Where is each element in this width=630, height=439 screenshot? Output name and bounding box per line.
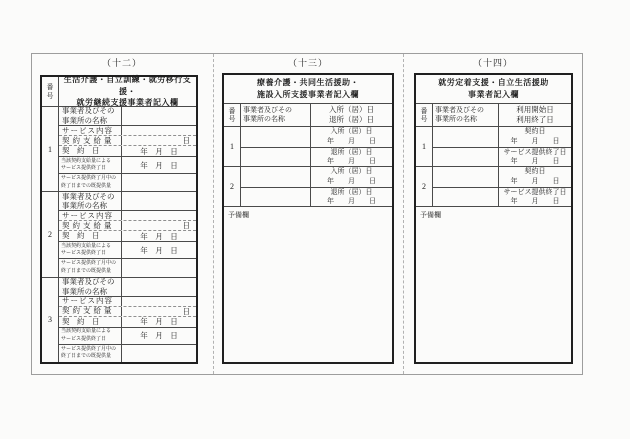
provided-amount-field [122, 259, 196, 276]
provided-amount-row [59, 259, 196, 276]
business-name-field [433, 188, 499, 208]
contract-amount-field [122, 307, 196, 316]
service-end-date-row [59, 157, 196, 174]
reserve-area [224, 207, 392, 362]
entry-number: 1 [42, 107, 59, 191]
contract-amount-label: 契約支給量 [59, 136, 122, 145]
entry-number: 2 [416, 167, 433, 206]
page-number-12: （十二） [101, 58, 142, 68]
provided-amount-label: サービス提供終了月中の 終了日までの既提供量 [59, 174, 122, 191]
business-name-field [122, 278, 196, 296]
contract-amount-label: 契約支給量 [59, 307, 122, 316]
service-content-field [122, 297, 196, 306]
number-header-char1: 番 [46, 83, 54, 92]
contract-date-row [433, 167, 571, 188]
reserve-label: 予備欄 [420, 211, 441, 219]
admission-row [241, 167, 392, 188]
date-column-header [499, 104, 571, 126]
service-end-date-cell: サービス提供終了日 年 月 日 [503, 147, 567, 166]
admission-date-cell: 入所（居）日 年 月 日 [327, 167, 376, 185]
entry-number: 1 [224, 127, 241, 166]
date-column-header [311, 104, 392, 126]
entry-rows [433, 127, 571, 166]
number-column-header [42, 77, 59, 106]
admission-row [241, 127, 392, 148]
service-end-date-field: 年 月 日 [140, 245, 178, 255]
provided-amount-row [59, 345, 196, 362]
business-name-row [59, 192, 196, 211]
panel-14-title-line1: 就労定着支援・自立生活援助 [438, 78, 549, 88]
contract-date-field: 年 月 日 [140, 146, 178, 156]
panel-14-table-title [416, 75, 571, 104]
discharge-row [241, 188, 392, 208]
business-name-row [59, 278, 196, 297]
business-name-label: 事業者及びその 事業所の名称 [59, 192, 122, 210]
business-name-field [122, 192, 196, 210]
business-name-field [241, 188, 311, 208]
service-end-date-field: 年 月 日 [140, 160, 178, 170]
contract-date-field: 年 月 日 [140, 317, 178, 327]
day-unit: 日 [182, 221, 190, 231]
panel-12-entry-block-1 [42, 107, 196, 192]
entry-rows [59, 107, 196, 191]
contract-amount-label: 契約支給量 [59, 221, 122, 230]
panel-14-entry-block-1 [416, 127, 571, 167]
panel-14-column-header-row [416, 104, 571, 127]
service-end-date-row [59, 328, 196, 345]
contract-date-row [59, 146, 196, 157]
panel-13-title-line2: 施設入所支援事業者記入欄 [257, 90, 359, 99]
panel-13-column-header-row [224, 104, 392, 127]
service-content-row [59, 126, 196, 136]
panel-13-entry-block-1 [224, 127, 392, 167]
entry-rows [241, 167, 392, 206]
service-end-row [433, 148, 571, 168]
panel-12-header-row [42, 77, 196, 107]
discharge-row [241, 148, 392, 168]
entry-rows [59, 278, 196, 362]
number-header-char2: 号 [46, 91, 54, 100]
service-end-date-label: 当該契約支給量による サービス提供終了日 [59, 328, 122, 344]
contract-amount-row [59, 307, 196, 317]
panel-13-entry-block-2 [224, 167, 392, 207]
business-name-field [241, 127, 311, 147]
entry-rows [433, 167, 571, 206]
contract-amount-field [122, 136, 196, 145]
reserve-label: 予備欄 [228, 211, 249, 219]
entry-rows [241, 127, 392, 166]
panel-12-title-line2: 就労継続支援事業者記入欄 [76, 98, 179, 108]
business-name-column-header: 事業者及びその 事業所の名称 [241, 104, 311, 126]
contract-amount-row [59, 136, 196, 146]
entry-rows [59, 192, 196, 276]
service-end-row [433, 188, 571, 208]
entry-number: 2 [224, 167, 241, 206]
entry-number: 3 [42, 278, 59, 362]
service-end-date-row [59, 242, 196, 259]
service-content-field [122, 211, 196, 220]
business-name-field [433, 148, 499, 168]
panel-13-table [222, 73, 394, 364]
business-name-field [433, 127, 499, 147]
service-end-date-label: 当該契約支給量による サービス提供終了日 [59, 242, 122, 258]
panel-12-table [40, 75, 198, 364]
discharge-date-cell: 退所（居）日 年 月 日 [327, 187, 376, 206]
contract-date-cell: 契約日 年 月 日 [510, 167, 560, 185]
service-content-label: サービス内容 [59, 211, 122, 220]
use-end-date-header: 利用終了日 [516, 115, 554, 124]
page-number-14: （十四） [472, 58, 513, 68]
contract-date-label: 契 約 日 [59, 146, 122, 156]
use-start-date-header: 利用開始日 [516, 104, 554, 114]
panel-12-title-line1: 生活介護・自立訓練・就労移行支援・ [63, 75, 192, 96]
business-name-field [433, 167, 499, 187]
business-name-row [59, 107, 196, 126]
service-end-date-label: 当該契約支給量による サービス提供終了日 [59, 157, 122, 173]
fold-line-right [403, 54, 404, 374]
contract-date-field: 年 月 日 [140, 231, 178, 241]
day-unit: 日 [182, 136, 190, 145]
panel-12-entry-block-3 [42, 278, 196, 362]
panel-13-title-line1: 療養介護・共同生活援助・ [257, 78, 359, 88]
panel-14-entry-block-2 [416, 167, 571, 207]
entry-number: 2 [42, 192, 59, 276]
business-name-field [241, 148, 311, 168]
reserve-area [416, 207, 571, 362]
service-content-row [59, 211, 196, 221]
service-end-date-cell: サービス提供終了日 年 月 日 [503, 187, 567, 206]
provided-amount-row [59, 174, 196, 191]
provided-amount-field [122, 345, 196, 362]
discharge-date-cell: 退所（居）日 年 月 日 [327, 147, 376, 166]
contract-date-row [59, 317, 196, 328]
provided-amount-label: サービス提供終了月中の 終了日までの既提供量 [59, 259, 122, 276]
entry-number: 1 [416, 127, 433, 166]
business-name-label: 事業者及びその 事業所の名称 [59, 107, 122, 125]
service-content-field [122, 126, 196, 135]
contract-date-row [433, 127, 571, 148]
service-content-label: サービス内容 [59, 126, 122, 135]
panel-14-title-line2: 事業者記入欄 [468, 90, 519, 99]
contract-amount-row [59, 221, 196, 231]
provided-amount-label: サービス提供終了月中の 終了日までの既提供量 [59, 345, 122, 362]
admission-date-header: 入所（居）日 [329, 104, 374, 114]
discharge-date-header: 退所（居）日 [329, 115, 374, 124]
business-name-field [122, 107, 196, 125]
number-column-header: 番 号 [224, 104, 241, 126]
contract-date-label: 契 約 日 [59, 317, 122, 327]
service-content-label: サービス内容 [59, 297, 122, 306]
contract-date-label: 契 約 日 [59, 231, 122, 241]
panel-13-table-title [224, 75, 392, 104]
admission-date-cell: 入所（居）日 年 月 日 [327, 127, 376, 145]
business-name-label: 事業者及びその 事業所の名称 [59, 278, 122, 296]
panel-12-entry-block-2 [42, 192, 196, 277]
number-column-header: 番 号 [416, 104, 433, 126]
page-number-13: （十三） [287, 58, 328, 68]
panel-12-table-title [59, 77, 196, 106]
provided-amount-field [122, 174, 196, 191]
contract-amount-field [122, 221, 196, 230]
fold-line-left [213, 54, 214, 374]
business-name-column-header: 事業者及びその 事業所の名称 [433, 104, 499, 126]
business-name-field [241, 167, 311, 187]
day-unit: 日 [182, 306, 190, 316]
service-end-date-field: 年 月 日 [140, 331, 178, 341]
contract-date-cell: 契約日 年 月 日 [510, 127, 560, 145]
contract-date-row [59, 231, 196, 242]
panel-14-table [414, 73, 573, 364]
